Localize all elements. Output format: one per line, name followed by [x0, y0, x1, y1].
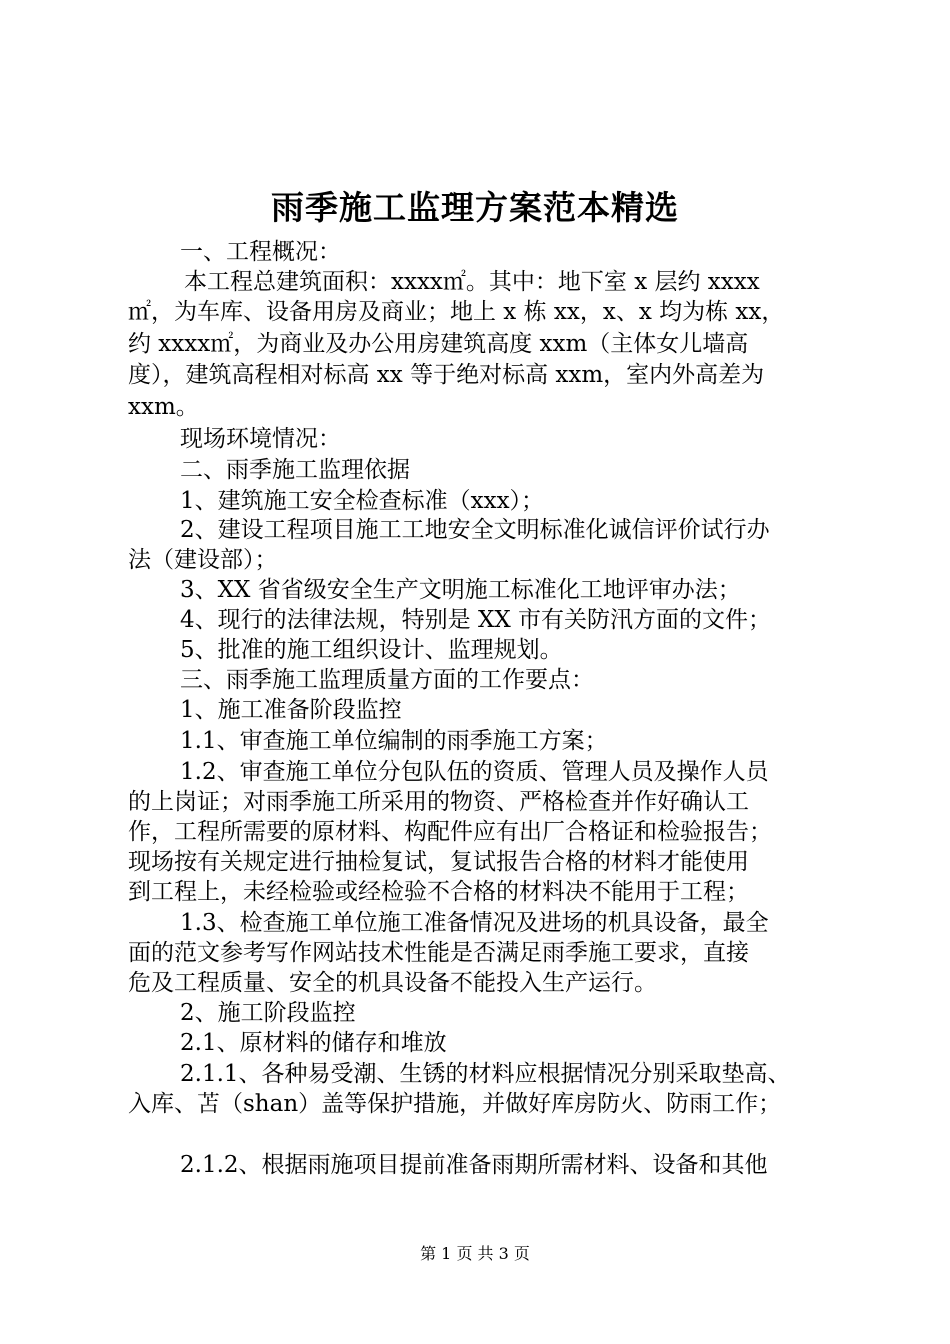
- paragraph-line: 度），建筑高程相对标高 xx 等于绝对标高 xxm，室内外高差为: [128, 362, 765, 388]
- section-heading-overview: 一、工程概况：: [180, 239, 341, 265]
- list-item: 3、XX 省省级安全生产文明施工标准化工地评审办法；: [180, 577, 741, 603]
- list-item: 5、批准的施工组织设计、监理规划。: [180, 637, 563, 663]
- list-item: 1、建筑施工安全检查标准（xxx）；: [180, 488, 545, 514]
- paragraph-line: 现场按有关规定进行抽检复试，复试报告合格的材料才能使用: [128, 849, 749, 875]
- list-item: 2.1.2、根据雨施项目提前准备雨期所需材料、设备和其他: [180, 1152, 768, 1178]
- paragraph-line: 作，工程所需要的原材料、构配件应有出厂合格证和检验报告；: [128, 819, 772, 845]
- paragraph-line: 约 xxxx㎡，为商业及办公用房建筑高度 xxm（主体女儿墙高: [128, 331, 749, 357]
- paragraph-line: 到工程上，未经检验或经检验不合格的材料决不能用于工程；: [128, 879, 749, 905]
- list-item-continuation: 法（建设部）；: [128, 547, 278, 573]
- paragraph-line: 现场环境情况：: [180, 426, 341, 452]
- document-title: 雨季施工监理方案范本精选: [271, 188, 679, 227]
- paragraph-line: ㎡，为车库、设备用房及商业；地上 x 栋 xx，x、x 均为栋 xx，: [128, 299, 785, 325]
- page-footer: 第 1 页 共 3 页: [420, 1244, 530, 1263]
- section-heading-quality: 三、雨季施工监理质量方面的工作要点：: [180, 667, 594, 693]
- list-item: 4、现行的法律法规，特别是 XX 市有关防汛方面的文件；: [180, 607, 772, 633]
- list-item: 1.1、审查施工单位编制的雨季施工方案；: [180, 728, 608, 754]
- subsection-heading: 2.1、原材料的储存和堆放: [180, 1030, 447, 1056]
- subsection-heading: 2、施工阶段监控: [180, 1000, 356, 1026]
- list-item: 2、建设工程项目施工工地安全文明标准化诚信评价试行办: [180, 517, 770, 543]
- paragraph-line: xxm。: [128, 394, 199, 420]
- paragraph-line: 面的范文参考写作网站技术性能是否满足雨季施工要求，直接: [128, 940, 749, 966]
- paragraph-line: 入库、苫（shan）盖等保护措施，并做好库房防火、防雨工作；: [128, 1091, 782, 1117]
- subsection-heading: 1、施工准备阶段监控: [180, 697, 402, 723]
- paragraph-line: 的上岗证；对雨季施工所采用的物资、严格检查并作好确认工: [128, 789, 749, 815]
- list-item: 1.3、检查施工单位施工准备情况及进场的机具设备，最全: [180, 910, 769, 936]
- list-item: 2.1.1、各种易受潮、生锈的材料应根据情况分别采取垫高、: [180, 1061, 791, 1087]
- paragraph-line: 本工程总建筑面积：xxxx㎡。其中：地下室 x 层约 xxxx: [184, 269, 760, 295]
- list-item: 1.2、审查施工单位分包队伍的资质、管理人员及操作人员: [180, 759, 769, 785]
- section-heading-basis: 二、雨季施工监理依据: [180, 457, 410, 483]
- paragraph-line: 危及工程质量、安全的机具设备不能投入生产运行。: [128, 970, 657, 996]
